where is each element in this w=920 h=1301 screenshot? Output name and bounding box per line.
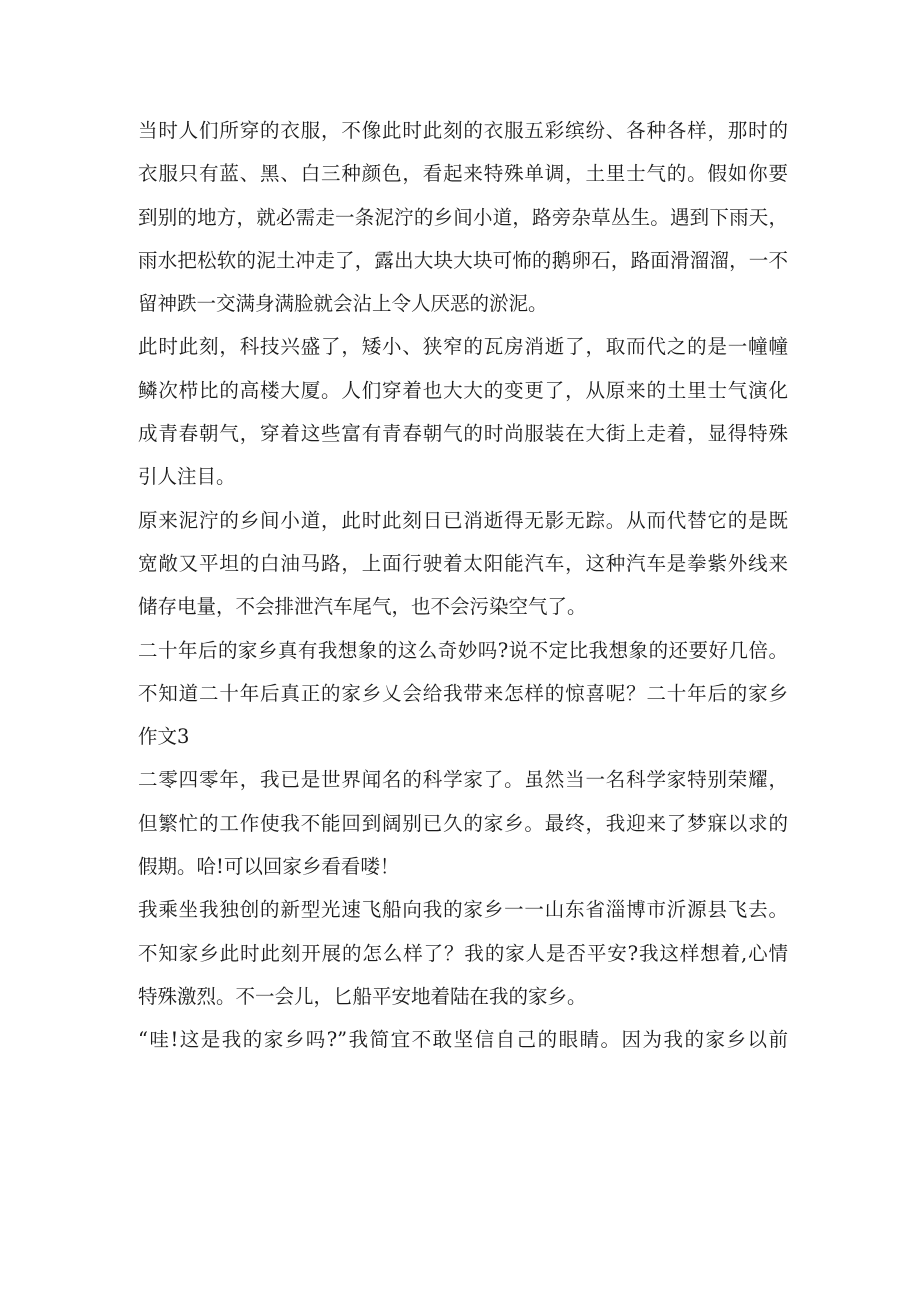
text-line: 引人注目。	[138, 465, 236, 489]
text-line: 假期。哈!可以回家乡看看喽！	[138, 855, 400, 879]
text-line: 衣服只有蓝、黑、白三种颜色，看起来特殊单调，土里士气的。假如你要	[138, 162, 788, 186]
text-line: 储存电量，不会排泄汽车尾气，也不会污染空气了。	[138, 595, 587, 619]
text-line: 原来泥泞的乡间小道，此时此刻日已消逝得无影无踪。从而代替它的是既	[138, 508, 788, 532]
text-line: 不知家乡此时此刻开展的怎么样了？我的家人是否平安?我这样想着,心情	[138, 941, 788, 965]
text-line: 成青春朝气，穿着这些富有青春朝气的时尚服装在大街上走着，显得特殊	[138, 422, 788, 446]
text-line: 二零四零年，我已是世界闻名的科学家了。虽然当一名科学家特别荣耀，	[138, 768, 788, 792]
text-line: 鳞次栉比的高楼大厦。人们穿着也大大的变更了，从原来的土里士气演化	[138, 378, 788, 402]
text-line: 留神跌一交满身满脸就会沾上令人厌恶的淤泥。	[138, 292, 548, 316]
text-line: 雨水把松软的泥土冲走了，露出大块大块可怖的鹅卵石，路面滑溜溜，一不	[138, 248, 788, 272]
text-line: 作文3	[138, 725, 190, 749]
text-line: “哇!这是我的家乡吗?”我简宜不敢坚信自己的眼睛。因为我的家乡以前	[138, 1028, 788, 1052]
text-line: 不知道二十年后真正的家乡乂会给我带来怎样的惊喜呢？二十年后的家乡	[138, 681, 788, 705]
text-line: 到别的地方，就必需走一条泥泞的乡间小道，路旁杂草丛生。遇到下雨天，	[138, 205, 788, 229]
text-line: 宽敞又平坦的白油马路，上面行驶着太阳能汽车，这种汽车是拳紫外线来	[138, 551, 788, 575]
text-line: 但繁忙的工作使我不能回到阔别已久的家乡。最终，我迎来了梦寐以求的	[138, 811, 788, 835]
text-line: 二十年后的家乡真有我想象的这么奇妙吗?说不定比我想象的还要好几倍。	[138, 638, 788, 662]
text-line: 我乘坐我独创的新型光速飞船向我的家乡一一山东省淄博市沂源县飞去。	[138, 898, 788, 922]
document-body	[138, 109, 788, 1062]
text-line: 此时此刻，科技兴盛了，矮小、狭窄的瓦房消逝了，取而代之的是一幢幢	[138, 335, 788, 359]
text-line: 当时人们所穿的衣服，不像此时此刻的衣服五彩缤纷、各种各样，那时的	[138, 119, 788, 142]
text-line: 特殊激烈。不一会儿，匕船平安地着陆在我的家乡。	[138, 984, 587, 1008]
